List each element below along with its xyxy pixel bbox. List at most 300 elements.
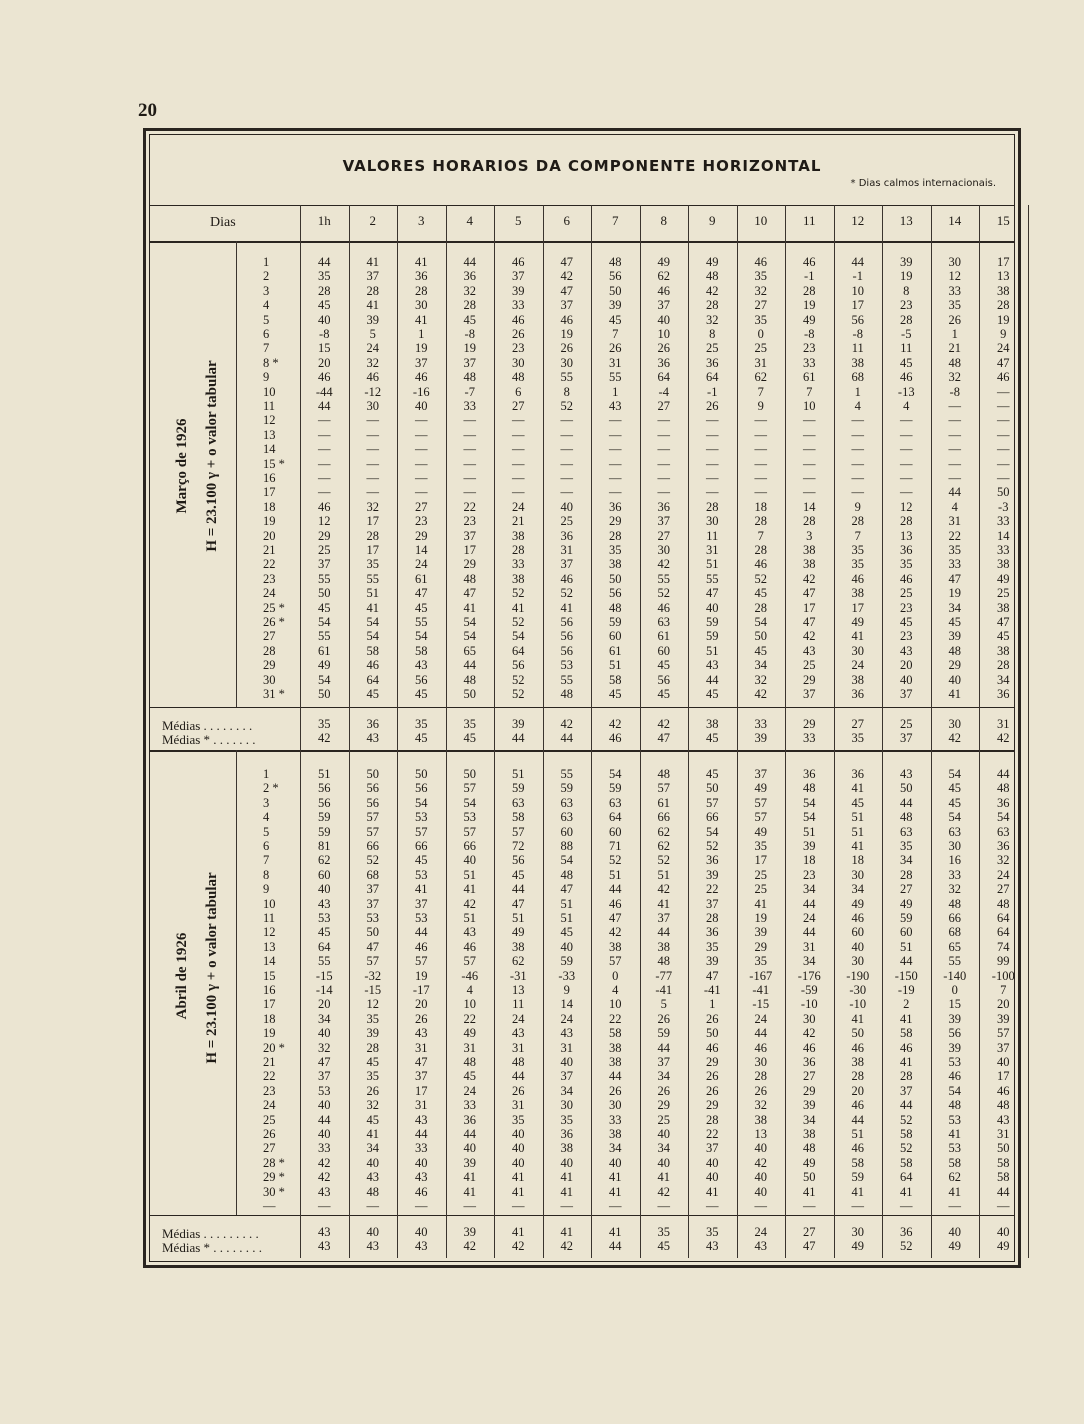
table-cell: 60 (900, 925, 913, 940)
table-cell: 48 (948, 643, 961, 658)
table-cell: — (560, 471, 573, 485)
medias-cell: 38 (706, 717, 719, 731)
table-cell: 32 (366, 499, 379, 514)
table-cell: 40 (997, 1055, 1010, 1069)
table-cell: 32 (997, 853, 1010, 868)
table-cell: 44 (657, 1040, 670, 1055)
table-cell: 47 (997, 615, 1010, 629)
table-cell: 29 (657, 1098, 670, 1113)
table-cell: 47 (948, 571, 961, 586)
table-cell: 49 (706, 255, 719, 269)
table-cell: 30 (560, 1098, 573, 1113)
table-cell: 29 (948, 658, 961, 673)
table-cell: 42 (803, 1026, 816, 1041)
table-cell: 29 (803, 1083, 816, 1098)
table-cell: 28 (851, 1069, 864, 1084)
table-cell: 62 (948, 1170, 961, 1185)
table-cell: 48 (997, 781, 1010, 796)
medias-cell: 35 (318, 717, 331, 731)
medias-cell: 39 (512, 717, 525, 731)
day-label: 23 (263, 1083, 276, 1098)
table-cell: 46 (318, 499, 331, 514)
table-cell: — (948, 442, 961, 457)
table-cell: 28 (706, 911, 719, 925)
table-cell: 37 (366, 882, 379, 897)
table-cell: 17 (997, 1069, 1010, 1084)
table-cell: 39 (366, 1026, 379, 1041)
table-cell: 3 (806, 528, 813, 543)
table-cell: 32 (754, 672, 767, 687)
table-cell: — (366, 442, 379, 457)
medias-cell: 40 (366, 1225, 379, 1239)
medias-star-cell: 43 (754, 1239, 767, 1253)
table-cell: 50 (706, 1026, 719, 1041)
table-cell: 55 (560, 672, 573, 687)
day-label: 15 (263, 968, 276, 983)
table-cell: — (948, 413, 961, 428)
table-cell: 32 (366, 1098, 379, 1113)
table-cell: — (609, 485, 622, 500)
table-cell: 55 (560, 767, 573, 781)
table-cell: — (948, 456, 961, 471)
table-cell: 37 (900, 687, 913, 701)
table-cell: -8 (319, 327, 330, 341)
table-cell: 44 (657, 925, 670, 940)
table-cell: 48 (512, 370, 525, 385)
table-cell: 50 (463, 687, 476, 701)
hour-header-cell: 14 (948, 213, 962, 228)
column-rule (931, 205, 932, 241)
march-medias-label: Médias . . . . . . . . (162, 718, 253, 733)
table-cell: 10 (609, 997, 622, 1012)
table-cell: 26 (657, 1011, 670, 1026)
day-label: 8 (263, 867, 270, 882)
table-cell: 49 (463, 1026, 476, 1041)
table-cell: 25 (560, 514, 573, 529)
hour-header-cell: 15 (996, 213, 1010, 228)
table-cell: 0 (757, 327, 764, 341)
table-cell: — (803, 456, 816, 471)
table-cell: — (997, 456, 1010, 471)
table-cell: 15 (318, 341, 331, 356)
table-cell: 33 (948, 557, 961, 572)
day-label: 1 (263, 255, 270, 269)
table-cell: -176 (797, 968, 821, 983)
table-cell: 49 (851, 615, 864, 629)
medias-cell: 40 (997, 1225, 1010, 1239)
medias-cell: 27 (851, 717, 864, 731)
table-cell: 37 (560, 298, 573, 313)
april-label-divider (236, 750, 237, 1215)
table-cell: 50 (851, 1026, 864, 1041)
table-cell: 46 (415, 1184, 428, 1199)
table-cell: 50 (609, 283, 622, 298)
table-cell: 48 (948, 896, 961, 911)
table-cell: 48 (997, 896, 1010, 911)
table-cell: 47 (706, 586, 719, 601)
table-cell: 1 (854, 384, 861, 399)
table-cell: 58 (609, 1026, 622, 1041)
table-cell: 23 (803, 341, 816, 356)
medias-cell: 42 (657, 717, 670, 731)
table-cell: 17 (803, 600, 816, 615)
table-cell: 54 (706, 824, 719, 839)
table-cell: — (560, 413, 573, 428)
table-cell: 24 (463, 1083, 476, 1098)
table-cell: — (851, 413, 864, 428)
table-cell: 30 (560, 355, 573, 370)
table-cell: 43 (366, 1170, 379, 1185)
table-cell: 38 (851, 586, 864, 601)
table-cell: 45 (706, 687, 719, 701)
table-cell: 48 (560, 867, 573, 882)
table-cell: -8 (464, 327, 475, 341)
table-cell: 63 (560, 795, 573, 810)
table-cell: 59 (657, 1026, 670, 1041)
table-cell: 61 (657, 629, 670, 644)
table-cell: 40 (512, 1141, 525, 1156)
medias-cell: 39 (463, 1225, 476, 1239)
table-cell: 58 (366, 643, 379, 658)
day-label: 2 * (263, 781, 279, 796)
medias-star-cell: 47 (803, 1239, 816, 1253)
table-cell: 7 (757, 384, 764, 399)
table-cell: 14 (560, 997, 573, 1012)
table-cell: 41 (366, 298, 379, 313)
table-cell: 57 (754, 795, 767, 810)
table-cell: 29 (609, 514, 622, 529)
table-cell: — (415, 485, 428, 500)
table-cell: 25 (754, 341, 767, 356)
table-cell: -3 (998, 499, 1009, 514)
table-cell: — (997, 1199, 1010, 1213)
table-cell: 45 (754, 643, 767, 658)
table-cell: — (366, 456, 379, 471)
table-cell: 48 (512, 1055, 525, 1069)
medias-cell: 40 (415, 1225, 428, 1239)
table-cell: 17 (366, 514, 379, 529)
table-cell: 26 (609, 341, 622, 356)
table-cell: 45 (609, 687, 622, 701)
table-cell: 35 (948, 298, 961, 313)
table-cell: 28 (366, 528, 379, 543)
table-cell: — (560, 1199, 573, 1213)
table-cell: 39 (900, 255, 913, 269)
table-cell: 63 (609, 795, 622, 810)
table-cell: 37 (657, 1055, 670, 1069)
medias-star-cell: 49 (997, 1239, 1010, 1253)
table-cell: 22 (948, 528, 961, 543)
table-cell: — (803, 427, 816, 442)
table-cell: 44 (415, 925, 428, 940)
table-cell: — (609, 427, 622, 442)
april-formula-label: H = 23.100 γ + o valor tabular (204, 872, 220, 1064)
table-cell: 19 (900, 269, 913, 284)
table-cell: 54 (609, 767, 622, 781)
medias-cell: 35 (706, 1225, 719, 1239)
table-cell: 72 (512, 839, 525, 853)
table-cell: -1 (804, 269, 815, 284)
table-cell: — (318, 442, 331, 457)
table-cell: 54 (318, 672, 331, 687)
table-cell: 33 (512, 557, 525, 572)
table-cell: 56 (512, 853, 525, 868)
table-cell: 12 (366, 997, 379, 1012)
table-cell: 34 (318, 1011, 331, 1026)
table-cell: 33 (318, 1141, 331, 1156)
table-cell: 59 (851, 1170, 864, 1185)
table-cell: 46 (318, 370, 331, 385)
table-cell: 50 (318, 586, 331, 601)
day-label: 6 (263, 839, 270, 853)
table-cell: 41 (512, 1170, 525, 1185)
medias-cell: 42 (560, 717, 573, 731)
table-cell: 13 (512, 983, 525, 997)
table-cell: 50 (318, 687, 331, 701)
table-cell: 56 (560, 615, 573, 629)
table-cell: 4 (903, 399, 910, 413)
table-cell: 37 (900, 1083, 913, 1098)
table-cell: 50 (754, 629, 767, 644)
table-cell: 50 (997, 485, 1010, 500)
table-cell: 33 (948, 283, 961, 298)
table-cell: 27 (754, 298, 767, 313)
table-cell: 26 (754, 1083, 767, 1098)
table-cell: 65 (948, 939, 961, 954)
table-cell: 51 (463, 911, 476, 925)
table-cell: 28 (609, 528, 622, 543)
dias-header: Dias (210, 215, 236, 230)
table-cell: 51 (706, 557, 719, 572)
table-cell: — (997, 427, 1010, 442)
table-cell: 51 (609, 658, 622, 673)
table-cell: 36 (997, 687, 1010, 701)
table-cell: 40 (560, 499, 573, 514)
table-cell: 30 (657, 543, 670, 557)
table-cell: 27 (512, 399, 525, 413)
table-cell: 49 (803, 312, 816, 327)
table-cell: 45 (366, 1112, 379, 1127)
april-medias-star-label: Médias * . . . . . . . . (162, 1240, 263, 1255)
table-cell: 52 (657, 853, 670, 868)
table-cell: 34 (366, 1141, 379, 1156)
column-rule (543, 205, 544, 241)
table-cell: 20 (415, 997, 428, 1012)
table-cell: 28 (366, 1040, 379, 1055)
medias-star-cell: 42 (512, 1239, 525, 1253)
table-cell: 54 (463, 615, 476, 629)
medias-star-cell: 43 (318, 1239, 331, 1253)
table-cell: 25 (754, 882, 767, 897)
table-cell: 7 (854, 528, 861, 543)
table-cell: 37 (318, 1069, 331, 1084)
hour-header-cell: 9 (709, 213, 716, 228)
table-cell: 44 (318, 255, 331, 269)
table-cell: 26 (706, 399, 719, 413)
day-label: 25 (263, 1112, 276, 1127)
table-cell: — (706, 471, 719, 485)
table-cell: 37 (318, 557, 331, 572)
table-cell: — (706, 485, 719, 500)
table-cell: 40 (463, 1141, 476, 1156)
table-cell: 19 (997, 312, 1010, 327)
table-cell: — (366, 1199, 379, 1213)
table-cell: 14 (803, 499, 816, 514)
table-cell: 49 (754, 824, 767, 839)
day-label: 17 (263, 485, 276, 500)
table-cell: 59 (512, 781, 525, 796)
table-cell: 54 (463, 795, 476, 810)
table-cell: 27 (657, 399, 670, 413)
table-cell: -8 (804, 327, 815, 341)
table-cell: 41 (366, 600, 379, 615)
table-cell: 36 (657, 499, 670, 514)
table-cell: 43 (415, 1026, 428, 1041)
table-cell: 24 (997, 341, 1010, 356)
column-rule (446, 205, 447, 241)
table-cell: 41 (851, 1184, 864, 1199)
table-cell: 52 (560, 586, 573, 601)
table-cell: 21 (512, 514, 525, 529)
table-cell: 49 (754, 781, 767, 796)
table-cell: 38 (997, 557, 1010, 572)
table-cell: 45 (463, 312, 476, 327)
table-cell: 17 (754, 853, 767, 868)
table-cell: — (754, 1199, 767, 1213)
table-cell: — (900, 471, 913, 485)
table-cell: 39 (463, 1155, 476, 1170)
table-cell: 40 (706, 600, 719, 615)
table-cell: 30 (512, 355, 525, 370)
table-cell: 43 (512, 1026, 525, 1041)
table-cell: 40 (366, 1155, 379, 1170)
table-cell: 32 (318, 1040, 331, 1055)
table-cell: 57 (366, 810, 379, 825)
table-cell: 64 (997, 911, 1010, 925)
table-cell: 61 (415, 571, 428, 586)
table-cell: 35 (366, 1069, 379, 1084)
table-cell: 38 (997, 600, 1010, 615)
day-label: 24 (263, 1098, 276, 1113)
table-cell: 46 (948, 1069, 961, 1084)
table-cell: 24 (803, 911, 816, 925)
table-cell: 47 (512, 896, 525, 911)
table-cell: 4 (466, 983, 473, 997)
table-cell: 35 (851, 557, 864, 572)
table-cell: 23 (900, 298, 913, 313)
table-cell: 50 (803, 1170, 816, 1185)
table-cell: 46 (657, 600, 670, 615)
table-cell: 41 (609, 1170, 622, 1185)
table-cell: 43 (803, 643, 816, 658)
table-cell: 51 (851, 1127, 864, 1141)
table-cell: 42 (657, 882, 670, 897)
table-cell: 41 (948, 687, 961, 701)
table-cell: 31 (560, 1040, 573, 1055)
table-cell: 23 (900, 600, 913, 615)
day-label: 3 (263, 283, 270, 298)
table-cell: 46 (609, 896, 622, 911)
table-cell: 35 (512, 1112, 525, 1127)
table-cell: 45 (754, 586, 767, 601)
table-cell: 44 (415, 1127, 428, 1141)
section-divider-rule (150, 750, 1014, 752)
table-cell: 39 (706, 867, 719, 882)
day-label: 16 (263, 471, 276, 485)
day-label: 24 (263, 586, 276, 601)
table-cell: 42 (318, 1155, 331, 1170)
table-cell: 28 (754, 543, 767, 557)
day-label: 19 (263, 514, 276, 529)
table-cell: — (948, 427, 961, 442)
column-rule (397, 205, 398, 241)
table-cell: 10 (851, 283, 864, 298)
table-cell: 32 (754, 1098, 767, 1113)
table-cell: 40 (657, 1155, 670, 1170)
table-cell: 43 (609, 399, 622, 413)
table-cell: 43 (900, 643, 913, 658)
medias-cell: 29 (803, 717, 816, 731)
table-cell: 63 (900, 824, 913, 839)
table-cell: 28 (997, 658, 1010, 673)
table-cell: 36 (803, 767, 816, 781)
table-cell: 46 (754, 557, 767, 572)
table-cell: 54 (415, 795, 428, 810)
column-rule (1028, 205, 1029, 241)
table-cell: — (997, 384, 1010, 399)
table-cell: 28 (803, 283, 816, 298)
table-cell: 23 (900, 629, 913, 644)
day-label: 25 * (263, 600, 285, 615)
table-cell: 25 (657, 1112, 670, 1127)
table-cell: 30 (609, 1098, 622, 1113)
table-cell: 39 (803, 839, 816, 853)
column-rule (640, 205, 641, 241)
table-cell: — (512, 456, 525, 471)
table-cell: 40 (415, 399, 428, 413)
table-cell: — (754, 456, 767, 471)
table-cell: 40 (415, 1155, 428, 1170)
table-cell: -41 (703, 983, 721, 997)
column-rule (300, 205, 301, 241)
table-cell: 46 (803, 1040, 816, 1055)
table-cell: 38 (609, 1055, 622, 1069)
table-cell: 44 (900, 795, 913, 810)
day-label: — (263, 1199, 276, 1213)
day-label: 30 (263, 672, 276, 687)
table-cell: 56 (318, 795, 331, 810)
table-cell: — (997, 471, 1010, 485)
table-cell: 53 (463, 810, 476, 825)
day-label: 26 (263, 1127, 276, 1141)
table-cell: 22 (463, 499, 476, 514)
table-cell: 46 (415, 939, 428, 954)
table-cell: 12 (318, 514, 331, 529)
table-cell: 36 (997, 839, 1010, 853)
table-cell: 58 (609, 672, 622, 687)
table-cell: 68 (366, 867, 379, 882)
table-cell: 42 (560, 269, 573, 284)
table-cell: 49 (657, 255, 670, 269)
table-cell: 32 (366, 355, 379, 370)
table-cell: 9 (854, 499, 861, 514)
table-cell: 4 (854, 399, 861, 413)
table-cell: 66 (415, 839, 428, 853)
day-label: 15 * (263, 456, 285, 471)
table-cell: 47 (366, 939, 379, 954)
medias-star-cell: 52 (900, 1239, 913, 1253)
table-cell: 47 (997, 355, 1010, 370)
